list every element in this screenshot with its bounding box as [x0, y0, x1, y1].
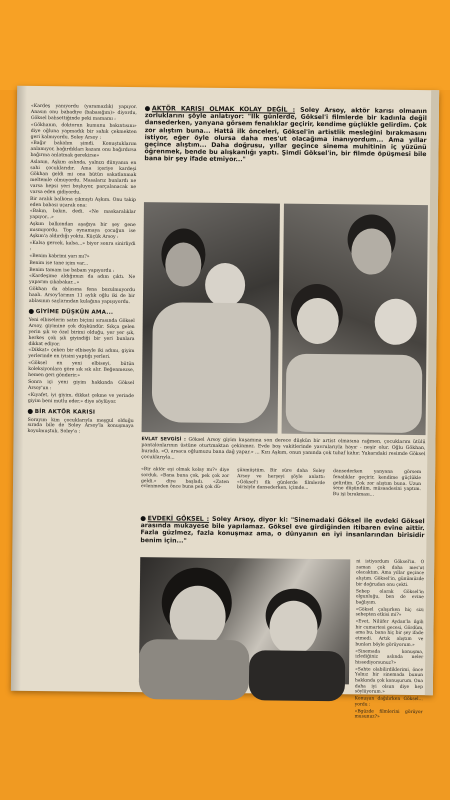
lead-text — [144, 105, 427, 166]
left-paragraph: «Bağır bakalım şimdi. Konuştuklarım anlamıyor, bağırdıkları kazanı onu bağırdırsa bağırma anlatmak gerekirse» — [30, 141, 137, 159]
lead-kicker: AKTÖR KARISI OLMAK KOLAY DEĞİL : — [151, 105, 296, 114]
right-paragraph: «Evet, Nilüfer Aydan'la ilgili bir cumartesi gecesi, Gördüm, ama bu, bana hiç bir şey ifade etmedi. Artık alıştım ve bunları böyle görüyorum.» — [355, 619, 424, 648]
left-paragraph: Gökhan da ablasına fena bozulmuyordu haalı. Arsoy'larının 11 aylık oğlu iki de bir ablasının saçlarından kulağına yapışıyordu. — [28, 287, 136, 306]
right-paragraph: Konuşun dağılırken Göksel... yordu : — [354, 696, 423, 708]
left-paragraph: «Kalsa gercek, kalsa...» biyor sonra sinirliydi : — [29, 240, 136, 252]
section-heading-aktor-karisi: BİR AKTÖR KARISI — [28, 409, 134, 417]
page-shadow — [11, 86, 27, 691]
right-paragraph: «Göksel çalışırken hiç sizi sebepten etkisi mi?» — [355, 607, 424, 619]
article-lead-2 — [140, 515, 424, 547]
photo-row — [142, 202, 428, 435]
right-paragraph: ni istiyordum Göksel'in. O zaman çok daha mes'ut olacaktım. Ama yıllar geçince alıştım. Göksel'in, günümüzde bir doğrudan onu çekti. — [355, 559, 425, 588]
photo-father-baby — [142, 202, 280, 433]
mini-column-3: dansederken yanyana görsem fenalıklar geçirir, kendime güçlükle gelirdim. Çok zor alıştım buna. Uzun sene düşündüm, müsaadesini yaptım. Bu işi bırakması... — [332, 469, 422, 498]
bullet-icon — [141, 516, 146, 521]
right-paragraph: «Sahte olabilirdiklerimi, önce Yalnız bir sinemada bunun hakkında çok konuşurum. Ona daha iyi olsun diye hep söylüyorum.» — [354, 667, 424, 696]
mini-columns — [141, 467, 425, 512]
left-paragraph: Benim ise tane içim var... — [29, 260, 89, 267]
bullet-icon — [29, 309, 34, 314]
right-paragraph: «Bgüzde filmlerini görüyor musunuz?» — [354, 708, 423, 720]
left-paragraph: Aşkım balkondan aşağıya bir şey gene mısmıyordu. Top oynamaya çocuğun ise Aşkım'a aldırdığı yoktu. Küçük Arsoy : — [29, 222, 136, 240]
left-paragraph: Benim tamam ise babam yapıyordu : — [29, 267, 115, 274]
section-heading-giyim: GİYİME DÜŞKÜN AMA... — [29, 309, 135, 317]
bullet-icon — [145, 106, 150, 111]
right-paragraph: «Sinemada konuşma, izlediğiniz aslında neler hissediyorsunuz?» — [355, 648, 424, 666]
lead2-body: Soley Arsoy, diyor ki: "Sinemadaki Göksel ile evdeki Göksel arasında mukayese bile yapılamaz. Göksel eve girdiğinden itibaren evine aittir. Fazla güzlmez, fazla konuşmaz ama, o dünyanın en iyi insanlarından birisidir benim için..." — [140, 515, 425, 545]
left-paragraph: Sonra içi yeni giyim hakkında Göksel Arsoy'un : — [27, 379, 135, 392]
left-paragraph: Yeni elbiselerin satın biçimi sırasında Göksel Arsoy, giyimine çok düşkündür. Sıkça gelen yerin şık ve özel birimi olduğu, yer yer şık, herkes çok şık giyindiği bir yeri bunlara dikkat ediyor. — [28, 317, 135, 347]
left-paragraph: «Gökhanın, doktorun kumunu bakıntısını» diye oğluna yapmadık bir sahık çekmekten geri kalmıyordu. Soley Arsoy : — [30, 122, 137, 141]
left-paragraph: «Dikkat» çeken bir elbiseyle iki adımı, giyim yerlerinde en iyisini yaptığı yerleri. — [28, 348, 135, 361]
page-spine — [425, 90, 439, 695]
left-paragraph: Aslanın, Aşkım aslında, yalnızı dünyanın en sahi çocuklarıdır. Ama içeriye kardeşi Gökhan geldi mi ona bütün sakatlanmak meltemle olmuyordu. Masalarız bunlardı ne varsa hepsi yeri boşluyor, parçalanacak ne varsa eden gidiyordu. — [30, 160, 137, 196]
left-paragraph: Bir aralık balkona çıkmıştı Aşkım. Onu takip eden babasi uçarak ona: — [29, 196, 137, 209]
left-paragraph: «Bakın, bakın, dedi. «Ne maskaralıklar yapıyor...» — [29, 209, 136, 221]
mini-column-1: «Bir aktör eşi olmak kolay mı?» diye sorduk. «Bana buna çok, pek çok zor geldi.» diye başladı. «Zaten evlenmeden önce buna pek çok dü- — [140, 467, 230, 491]
mini-column-2: şünmüştüm. Bir süre daha Soley Arsoy ve herşeyi şöyle anlattı: «Göksel'i ilk günlerde filmlerde birisiyle dansederken, içimde... — [236, 468, 326, 492]
left-paragraph: Sorayım kim çocuklarıyla meşgul olduğu sırada bile de Soley Arsoy'la konuşmaya koyulmuştuk. Soley'a : — [27, 417, 134, 435]
lead2-kicker: EVDEKİ GÖKSEL : — [147, 515, 210, 523]
photo-couple — [139, 557, 350, 684]
magazine-page — [11, 86, 439, 720]
lead-body: Soley Arsoy, aktör karısı olmanın zorluklarını şöyle anlatıyor: "İlk günlerde, Göksel'i filmlerde bir kadınla değil dansederken, yanyana görsem fenalıklar geçirir, kendime güçlükle gelirdim. Çok zor alıştım buna... Hattâ ilk önceleri, Göksel'in artistlik mesleğini bırakmasını istiyor, eğer öyle olursa daha mes'ut olacağıma inanıyordum... Ama yıllar geçince alıştım... Daha doğrusu, yıllar geçince sinema muhitinin iç yüzünü öğrenmek, bende bu alışkanlığı yaptı. Şimdi Göksel'in, bir filmde öpüşmesi bile bana bir şey ifade etmiyor..." — [144, 106, 427, 164]
left-column — [25, 104, 137, 685]
desk-background-top — [0, 0, 450, 90]
photo-caption — [141, 437, 425, 464]
left-paragraph: «Kıyafet, iyi giyim, dikkat çekme ve yerinde giyim beni mutlu eder.» diye söylüyor. — [27, 392, 134, 405]
left-paragraph: «Göksel en yeni elbiseyi, bütün koleksiyonlara göre sık sık alır. Beğenmezse, hemen geri gönderir.» — [28, 361, 135, 379]
photo-family — [282, 204, 428, 435]
left-paragraph: «Benim kabrimi yarı mı?» — [29, 253, 90, 260]
right-paragraph: Sebep olarak Göksel'in olgunluğu, ben de evine bağlıyım. — [355, 588, 424, 606]
caption-title: EVLAT SEVGİSİ : — [141, 437, 186, 443]
caption-text: Göksel Arsoy giyim kuşamına son derece düşkün bir artist olmasına rağmen, çocuklarını ütülü pantalonlarının üstüne oturtmaktan çekinmez. Evde boş vakitlerinde yavrularıyla hayır - neşir olur. Oğlu Gökhan, burada, «O, arsaca oğlumuzu bana dağ yapar.» ... Kızı Aşkım, onun yanında çok tuhaf kahır. Yukarıdaki resimde Göksel çocuklarıyla... — [141, 437, 426, 461]
right-column — [354, 559, 425, 720]
article-lead-1 — [144, 105, 427, 166]
left-paragraph: «Kardeşime aldığımızı da adım çıktı. Ne yaparım çıkabakar...» — [29, 274, 136, 286]
bullet-icon — [28, 409, 33, 414]
left-paragraph: «Kardeş yanıyordu (yaramazlık) yapıyor. Anasın onu babadiye (babasığım)» diyordu, Göksel bahsettiğinde peki mamamı : — [30, 103, 137, 122]
